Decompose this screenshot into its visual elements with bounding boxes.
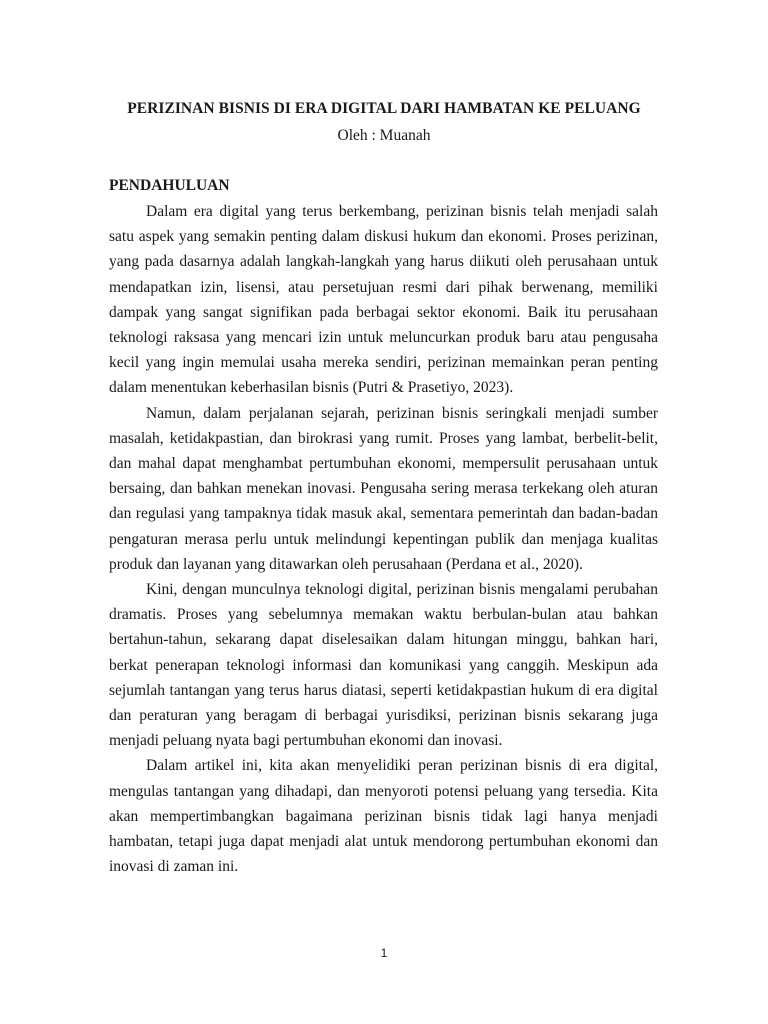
paragraph: Kini, dengan munculnya teknologi digital, perizinan bisnis mengalami perubahan dramatis. Proses yang sebelumnya memakan waktu berbulan-bulan atau bahkan bertahun-tahun, sekarang dapat diselesaikan dalam hitungan minggu, bahkan hari, berkat penerapan teknologi informasi dan komunikasi yang canggih. Meskipun ada sejumlah tantangan yang terus harus diatasi, seperti ketidakpastian hukum di era digital dan peraturan yang beragam di berbagai yurisdiksi, perizinan bisnis sekarang juga menjadi peluang nyata bagi pertumbuhan ekonomi dan inovasi. bbox=[109, 581, 658, 750]
section-heading: PENDAHULUAN bbox=[109, 177, 230, 194]
paragraph: Namun, dalam perjalanan sejarah, perizinan bisnis seringkali menjadi sumber masalah, ketidakpastian, dan birokrasi yang rumit. Proses yang lambat, berbelit-belit, dan mahal dapat menghambat pertumbuhan ekonomi, mempersulit perusahaan untuk bersaing, dan bahkan menekan inovasi. Pengusaha sering merasa terkekang oleh aturan dan regulasi yang tampaknya tidak masuk akal, sementara pemerintah dan badan-badan pengaturan merasa perlu untuk melindungi kepentingan publik dan menjaga kualitas produk dan layanan yang ditawarkan oleh perusahaan (Perdana et al., 2020). bbox=[109, 404, 658, 573]
author-line: Oleh : Muanah bbox=[337, 127, 431, 144]
paragraph: Dalam era digital yang terus berkembang, perizinan bisnis telah menjadi salah satu aspek yang semakin penting dalam diskusi hukum dan ekonomi. Proses perizinan, yang pada dasarnya adalah langkah-langkah yang harus diikuti oleh perusahaan untuk mendapatkan izin, lisensi, atau persetujuan resmi dari pihak berwenang, memiliki dampak yang sangat signifikan pada berbagai sektor ekonomi. Baik itu perusahaan teknologi raksasa yang mencari izin untuk meluncurkan produk baru atau pengusaha kecil yang ingin memulai usaha mereka sendiri, perizinan memainkan peran penting dalam menentukan keberhasilan bisnis (Putri & Prasetiyo, 2023). bbox=[109, 203, 658, 397]
paragraph: Dalam artikel ini, kita akan menyelidiki peran perizinan bisnis di era digital, mengulas tantangan yang dihadapi, dan menyoroti potensi peluang yang tersedia. Kita akan mempertimbangkan bagaimana perizinan bisnis tidak lagi hanya menjadi hambatan, tetapi juga dapat menjadi alat untuk mendorong pertumbuhan ekonomi dan inovasi di zaman ini. bbox=[109, 757, 658, 876]
body-text bbox=[109, 199, 658, 879]
page-number: 1 bbox=[380, 946, 388, 960]
document-title: PERIZINAN BISNIS DI ERA DIGITAL DARI HAMBATAN KE PELUANG bbox=[127, 100, 641, 117]
